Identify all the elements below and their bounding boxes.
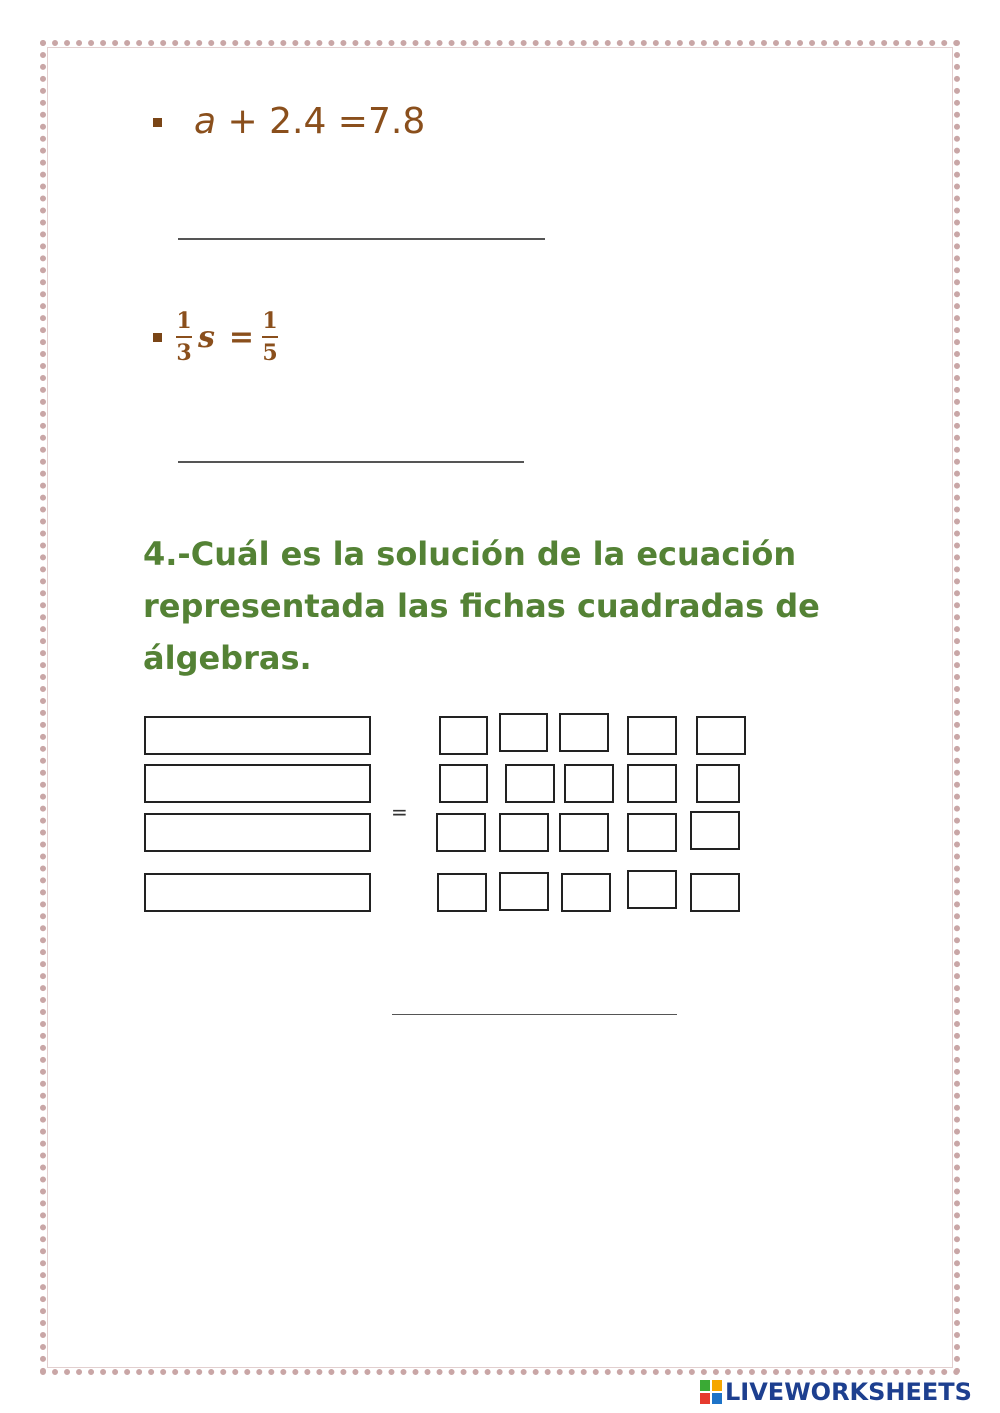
x-tile [144,873,371,912]
equation-2 [176,308,278,366]
page-border-inner [47,47,953,1368]
fraction-rhs-numerator: 1 [262,308,278,334]
x-tile [144,716,371,755]
x-tile [144,813,371,852]
unit-tile [627,764,677,803]
unit-tile [690,873,740,912]
unit-tile [696,716,746,755]
unit-tile [564,764,614,803]
equation-2-variable: s [198,319,215,355]
fraction-lhs [176,308,192,366]
tiles-equals-sign: = [391,800,408,824]
fraction-rhs-denominator: 5 [262,340,278,366]
liveworksheets-logo-icon [700,1380,722,1404]
logo-square [712,1380,722,1391]
liveworksheets-logo [700,1378,972,1406]
bullet-icon [153,333,162,342]
logo-square [700,1380,710,1391]
unit-tile [627,813,677,852]
equation-1-variable: a [194,101,217,142]
fraction-bar [262,336,278,338]
bullet-icon [153,118,162,127]
unit-tile [499,872,549,911]
unit-tile [561,873,611,912]
unit-tile [690,811,740,850]
fraction-lhs-numerator: 1 [176,308,192,334]
unit-tile [505,764,555,803]
fraction-bar [176,336,192,338]
unit-tile [696,764,740,803]
fraction-rhs [262,308,278,366]
unit-tile [437,873,487,912]
unit-tile [439,716,488,755]
exercise-4-heading: 4.-Cuál es la solución de la ecuación representada las fichas cuadradas de álgebras. [143,535,820,677]
unit-tile [627,716,677,755]
fraction-lhs-denominator: 3 [176,340,192,366]
unit-tile [436,813,486,852]
unit-tile [559,713,609,752]
answer-line-3[interactable] [392,1014,677,1015]
equation-1 [194,101,425,142]
equation-1-rest: + 2.4 =7.8 [216,101,426,142]
equation-2-equals: = [228,319,255,355]
logo-square [700,1393,710,1404]
x-tile [144,764,371,803]
answer-line-2[interactable] [178,461,524,463]
logo-square [712,1393,722,1404]
unit-tile [559,813,609,852]
liveworksheets-logo-text: LIVEWORKSHEETS [725,1378,972,1406]
answer-line-1[interactable] [178,238,545,240]
unit-tile [499,713,548,752]
unit-tile [499,813,549,852]
unit-tile [627,870,677,909]
unit-tile [439,764,488,803]
